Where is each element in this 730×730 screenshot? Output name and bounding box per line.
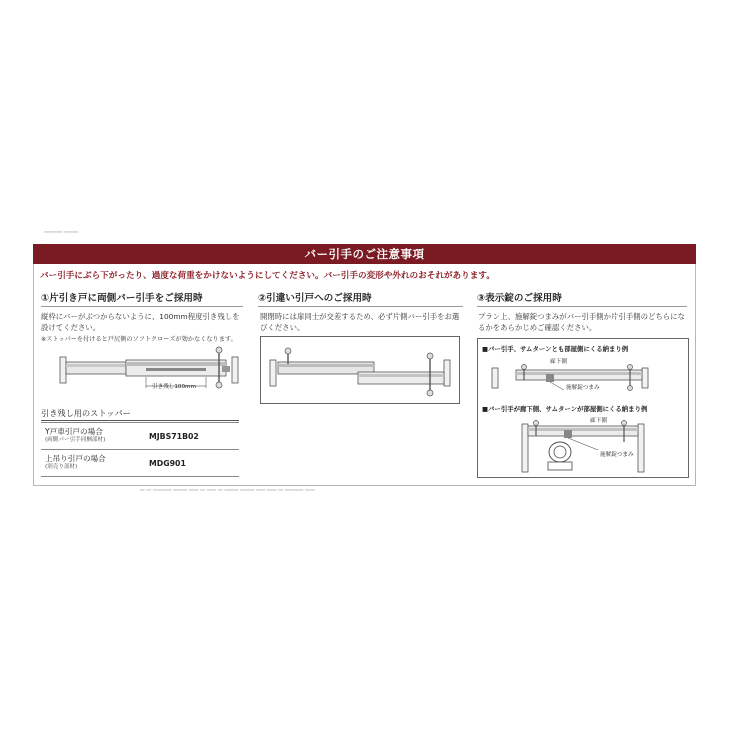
section-1-figure [58,344,242,390]
section-2-title: ②引違い引戸へのご採用時 [258,293,372,304]
stopper-row-code: MDG901 [145,450,239,477]
table-row [41,423,239,450]
stopper-title: 引き残し用のストッパー [41,408,131,418]
section-2-rule [258,306,463,307]
stopper-row-code: MJBS71B02 [145,423,239,450]
section-2-body: 開閉時には扉同士が交差するため、必ず片側バー引手をお選びください。 [260,312,460,332]
table-row [41,450,239,477]
section-3-fig2-caption: ■バー引手が廊下側、サムターンが部屋側にくる納まり例 [482,405,648,413]
warning-text: バー引手にぶら下がったり、過度な荷重をかけないようにしてください。バー引手の変形や外れのおそれがあります。 [40,271,495,281]
section-1-rule [41,306,243,307]
stopper-row-label: Y戸車引戸の場合 (両側バー引手同梱部材) [41,423,145,450]
section-3-fig2-diagram [520,420,680,472]
stopper-rule [41,420,239,421]
section-3-fig1-diagram [490,364,680,398]
faded-text-bottom: ▔ ▔ ▔▔▔▔ ▔▔▔ ▔▔ ▔ ▔▔ ▔ ▔▔▔ ▔▔▔ ▔▔ ▔▔ ▔ ▔▔▔▔ ▔▔ [140,490,315,497]
section-3-fig1-corridor: 廊下側 [550,359,567,365]
faded-text-top: ▔▔▔▔ ▔▔▔ [44,232,79,239]
section-3-fig2-corridor: 廊下側 [590,418,607,424]
section-1-body: 縦枠にバーがぶつからないように、100mm程度引き残しを設けてください。 [41,312,240,332]
section-1-title: ①片引き戸に両側バー引手をご採用時 [41,293,203,304]
banner-title: バー引手のご注意事項 [33,244,696,264]
section-1-figure-label: 引き残し100mm [152,384,196,390]
section-3-fig2-knob: 施解錠つまみ [600,452,634,458]
section-3-fig1-knob: 施解錠つまみ [566,385,600,391]
section-3-rule [477,306,687,307]
section-3-title: ③表示錠のご採用時 [477,293,562,304]
stopper-table [41,422,239,477]
stopper-row-label: 上吊り引戸の場合 (別売り部材) [41,450,145,477]
section-1-note: ※ストッパーを付けると戸尻側のソフトクローズが効かなくなります。 [41,336,237,343]
section-2-figure [268,342,454,396]
section-3-body: プラン上、施解錠つまみがバー引手側か片引手側のどちらになるかをあらかじめご確認ください。 [478,312,685,332]
section-3-fig1-caption: ■バー引手、サムターンとも部屋側にくる納まり例 [482,345,629,353]
